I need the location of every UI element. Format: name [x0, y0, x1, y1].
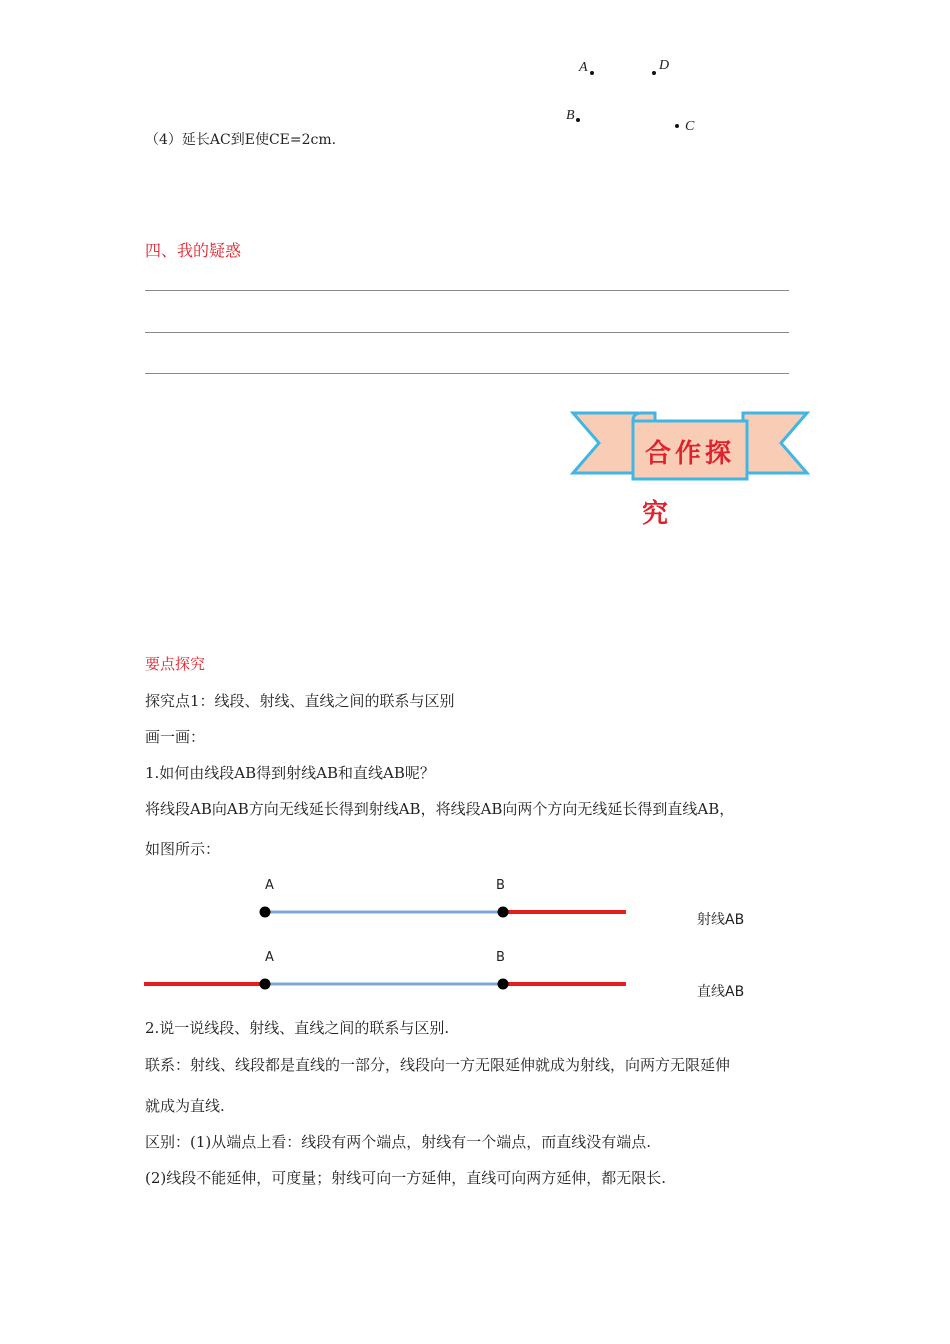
- ray-label-a: A: [265, 878, 274, 893]
- line-caption: 直线AB: [697, 984, 745, 1000]
- point-a-dot: [590, 71, 594, 75]
- relation-line2: 就成为直线.: [145, 1097, 225, 1115]
- cooperative-inquiry-banner: [565, 405, 815, 495]
- point-c-label: C: [685, 119, 695, 134]
- answer-line-1[interactable]: [145, 290, 789, 291]
- question-1: 1.如何由线段AB得到射线AB和直线AB呢？: [145, 764, 435, 782]
- key-points-title: 要点探究: [145, 655, 206, 673]
- answer-line-3[interactable]: [145, 373, 789, 374]
- line-label-a: A: [265, 950, 274, 965]
- point-a-label: A: [579, 60, 588, 75]
- ray-point-a: [260, 907, 271, 918]
- question-2: 2.说一说线段、射线、直线之间的联系与区别.: [145, 1019, 450, 1037]
- relation-line1: 联系：射线、线段都是直线的一部分，线段向一方无限延伸就成为射线，向两方无限延伸: [145, 1056, 731, 1074]
- question-1-answer-line2: 如图所示：: [145, 840, 221, 858]
- point-d-dot: [652, 71, 656, 75]
- question-1-answer-line1: 将线段AB向AB方向无线延长得到射线AB，将线段AB向两个方向无线延长得到直线AB，: [145, 800, 735, 818]
- line-point-a: [260, 979, 271, 990]
- banner-text-line1: 合作探: [644, 439, 736, 469]
- point-d-label: D: [659, 58, 670, 73]
- draw-title: 画一画：: [145, 728, 206, 746]
- task-4: （4）延长AC到E使CE=2cm.: [145, 132, 337, 148]
- point-c-dot: [675, 124, 679, 128]
- answer-line-2[interactable]: [145, 332, 789, 333]
- point-b-label: B: [566, 108, 575, 123]
- difference-line1: 区别：(1)从端点上看：线段有两个端点，射线有一个端点，而直线没有端点.: [145, 1133, 652, 1151]
- line-point-b: [498, 979, 509, 990]
- ray-caption: 射线AB: [697, 912, 745, 928]
- explore1-title: 探究点1：线段、射线、直线之间的联系与区别: [145, 692, 455, 710]
- difference-line2: (2)线段不能延伸，可度量；射线可向一方延伸，直线可向两方延伸，都无限长.: [145, 1169, 667, 1187]
- ray-line-figure: [140, 870, 800, 1005]
- ray-label-b: B: [496, 878, 505, 893]
- ray-point-b: [498, 907, 509, 918]
- point-b-dot: [576, 118, 580, 122]
- banner-text-line2: 究: [642, 499, 669, 529]
- line-label-b: B: [496, 950, 505, 965]
- section4-title: 四、我的疑惑: [145, 241, 242, 260]
